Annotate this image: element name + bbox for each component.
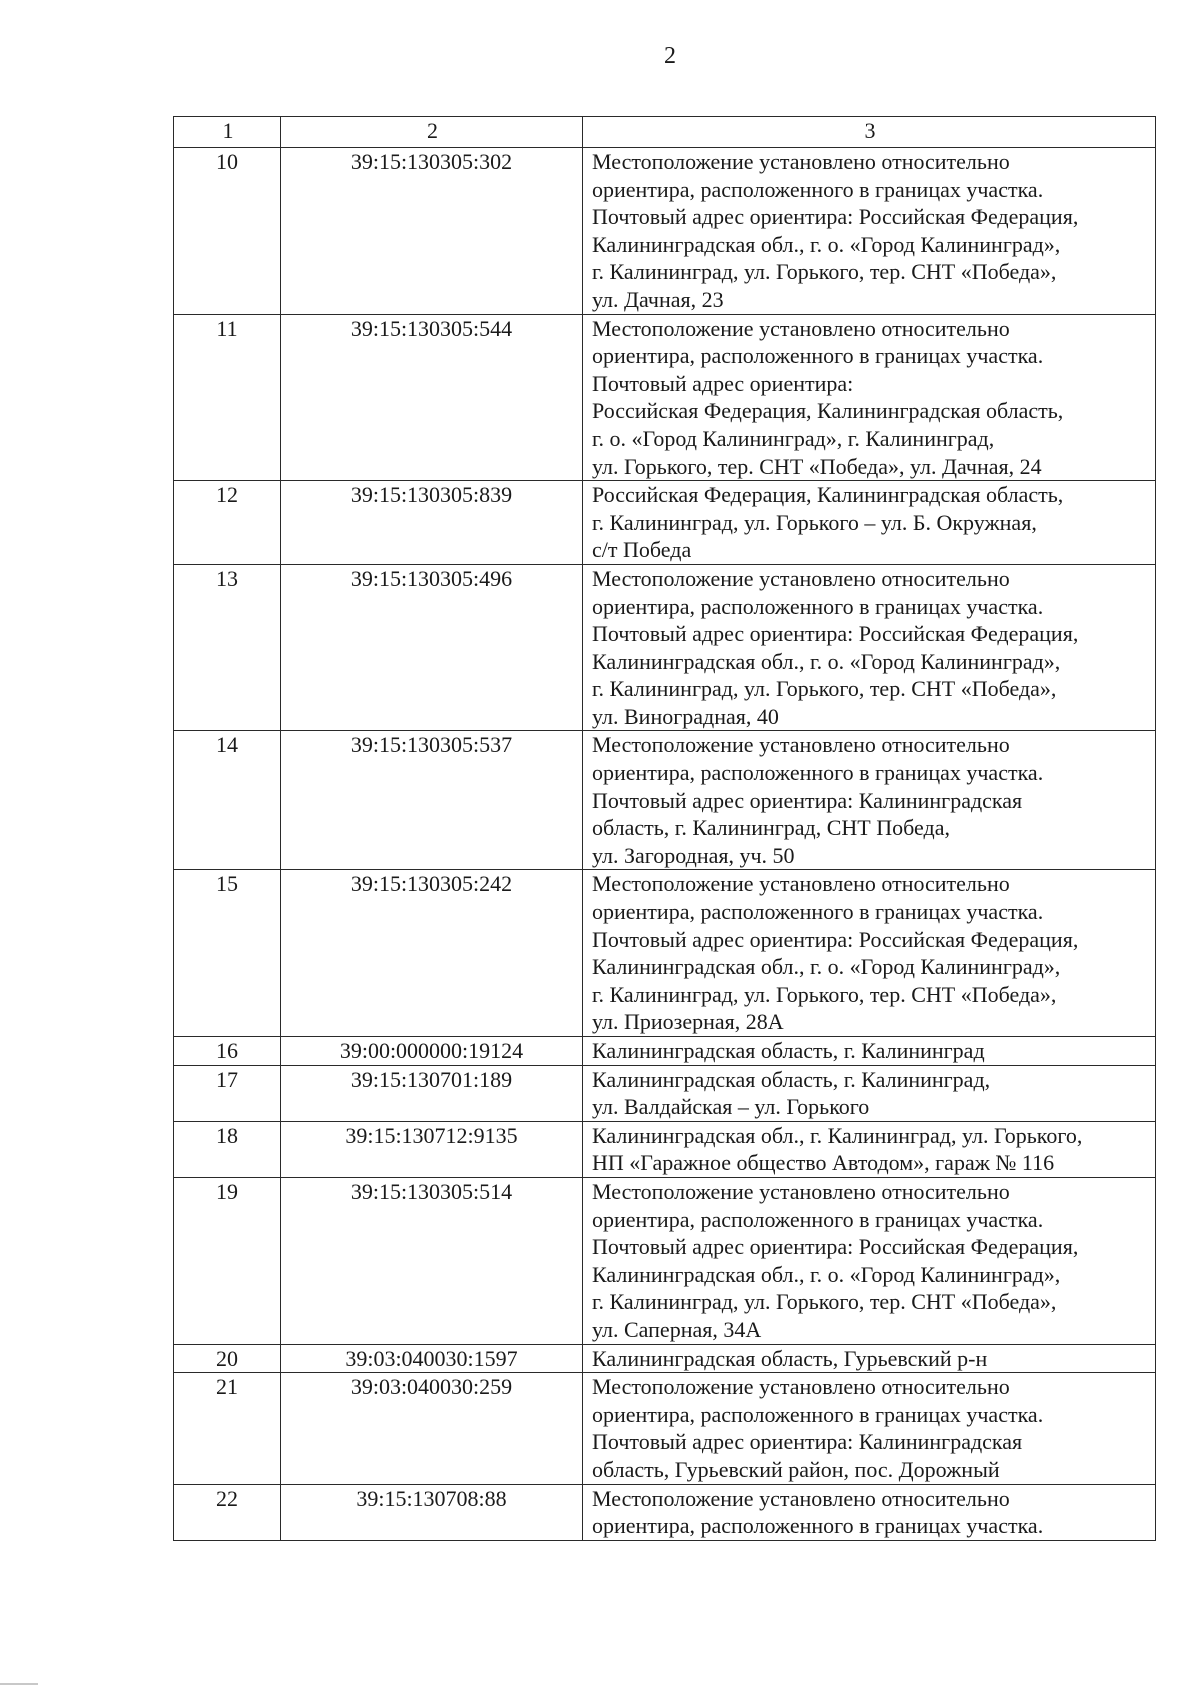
scan-edge-mark: [0, 1683, 38, 1685]
cadastral-number-cell: 39:15:130701:189: [281, 1065, 583, 1121]
table-row: [174, 1037, 1156, 1066]
table-row: [174, 314, 1156, 481]
table-row: [174, 1484, 1156, 1540]
column-header-address: 3: [583, 117, 1156, 148]
cadastral-number-cell: 39:00:000000:19124: [281, 1037, 583, 1066]
cadastral-number-cell: 39:15:130305:496: [281, 564, 583, 731]
row-number-cell: 14: [174, 731, 281, 870]
table-row: [174, 1373, 1156, 1484]
cadastral-number-cell: 39:15:130305:544: [281, 314, 583, 481]
row-number-cell: 10: [174, 148, 281, 315]
cadastral-number-cell: 39:03:040030:259: [281, 1373, 583, 1484]
table-row: [174, 1121, 1156, 1177]
table-row: [174, 1177, 1156, 1344]
column-header-cadastral-number: 2: [281, 117, 583, 148]
table-row: [174, 481, 1156, 565]
row-number-cell: 21: [174, 1373, 281, 1484]
table-row: [174, 148, 1156, 315]
address-cell: Местоположение установлено относительно ориентира, расположенного в границах участка. Почтовый адрес ориентира: Российская Федерация, Калининградская обл., г. о. «Город Калининград», г. Калининград, ул. Горького, тер. СНТ «Победа», ул. Приозерная, 28А: [583, 870, 1156, 1037]
cadastral-number-cell: 39:03:040030:1597: [281, 1344, 583, 1373]
address-cell: Местоположение установлено относительно ориентира, расположенного в границах участка. Почтовый адрес ориентира: Российская Федерация, Калининградская обл., г. о. «Город Калининград», г. Калининград, ул. Горького, тер. СНТ «Победа», ул. Саперная, 34А: [583, 1177, 1156, 1344]
row-number-cell: 13: [174, 564, 281, 731]
cadastral-number-cell: 39:15:130712:9135: [281, 1121, 583, 1177]
address-cell: Калининградская область, г. Калининград: [583, 1037, 1156, 1066]
address-cell: Калининградская область, Гурьевский р-н: [583, 1344, 1156, 1373]
column-header-number: 1: [174, 117, 281, 148]
address-cell: Местоположение установлено относительно ориентира, расположенного в границах участка. Почтовый адрес ориентира: Российская Федерация, Калининградская обл., г. о. «Город Калининград», г. Калининград, ул. Горького, тер. СНТ «Победа», ул. Дачная, 23: [583, 148, 1156, 315]
address-cell: Местоположение установлено относительно ориентира, расположенного в границах участка. Почтовый адрес ориентира: Калининградская область, г. Калининград, СНТ Победа, ул. Загородная, уч. 50: [583, 731, 1156, 870]
page-number: 2: [664, 43, 676, 69]
row-number-cell: 19: [174, 1177, 281, 1344]
table-row: [174, 1344, 1156, 1373]
table-row: [174, 1065, 1156, 1121]
land-plots-table: [173, 116, 1156, 1541]
address-cell: Калининградская обл., г. Калининград, ул. Горького, НП «Гаражное общество Автодом», гараж № 116: [583, 1121, 1156, 1177]
address-cell: Местоположение установлено относительно ориентира, расположенного в границах участка. Почтовый адрес ориентира: Российская Федерация, Калининградская обл., г. о. «Город Калининград», г. Калининград, ул. Горького, тер. СНТ «Победа», ул. Виноградная, 40: [583, 564, 1156, 731]
row-number-cell: 20: [174, 1344, 281, 1373]
table-row: [174, 731, 1156, 870]
cadastral-number-cell: 39:15:130305:242: [281, 870, 583, 1037]
row-number-cell: 18: [174, 1121, 281, 1177]
row-number-cell: 15: [174, 870, 281, 1037]
row-number-cell: 22: [174, 1484, 281, 1540]
table-row: [174, 564, 1156, 731]
cadastral-number-cell: 39:15:130305:537: [281, 731, 583, 870]
cadastral-number-cell: 39:15:130305:302: [281, 148, 583, 315]
address-cell: Калининградская область, г. Калининград, ул. Валдайская – ул. Горького: [583, 1065, 1156, 1121]
address-cell: Местоположение установлено относительно ориентира, расположенного в границах участка. Почтовый адрес ориентира: Российская Федерация, Калининградская область, г. о. «Город Калининград», г. Калининград, ул. Горького, тер. СНТ «Победа», ул. Дачная, 24: [583, 314, 1156, 481]
cadastral-number-cell: 39:15:130305:839: [281, 481, 583, 565]
address-cell: Российская Федерация, Калининградская область, г. Калининград, ул. Горького – ул. Б. Окружная, с/т Победа: [583, 481, 1156, 565]
cadastral-number-cell: 39:15:130305:514: [281, 1177, 583, 1344]
row-number-cell: 12: [174, 481, 281, 565]
cadastral-number-cell: 39:15:130708:88: [281, 1484, 583, 1540]
row-number-cell: 16: [174, 1037, 281, 1066]
table-header-row: [174, 117, 1156, 148]
address-cell: Местоположение установлено относительно ориентира, расположенного в границах участка. Почтовый адрес ориентира: Калининградская область, Гурьевский район, пос. Дорожный: [583, 1373, 1156, 1484]
row-number-cell: 11: [174, 314, 281, 481]
address-cell: Местоположение установлено относительно ориентира, расположенного в границах участка.: [583, 1484, 1156, 1540]
table-row: [174, 870, 1156, 1037]
row-number-cell: 17: [174, 1065, 281, 1121]
